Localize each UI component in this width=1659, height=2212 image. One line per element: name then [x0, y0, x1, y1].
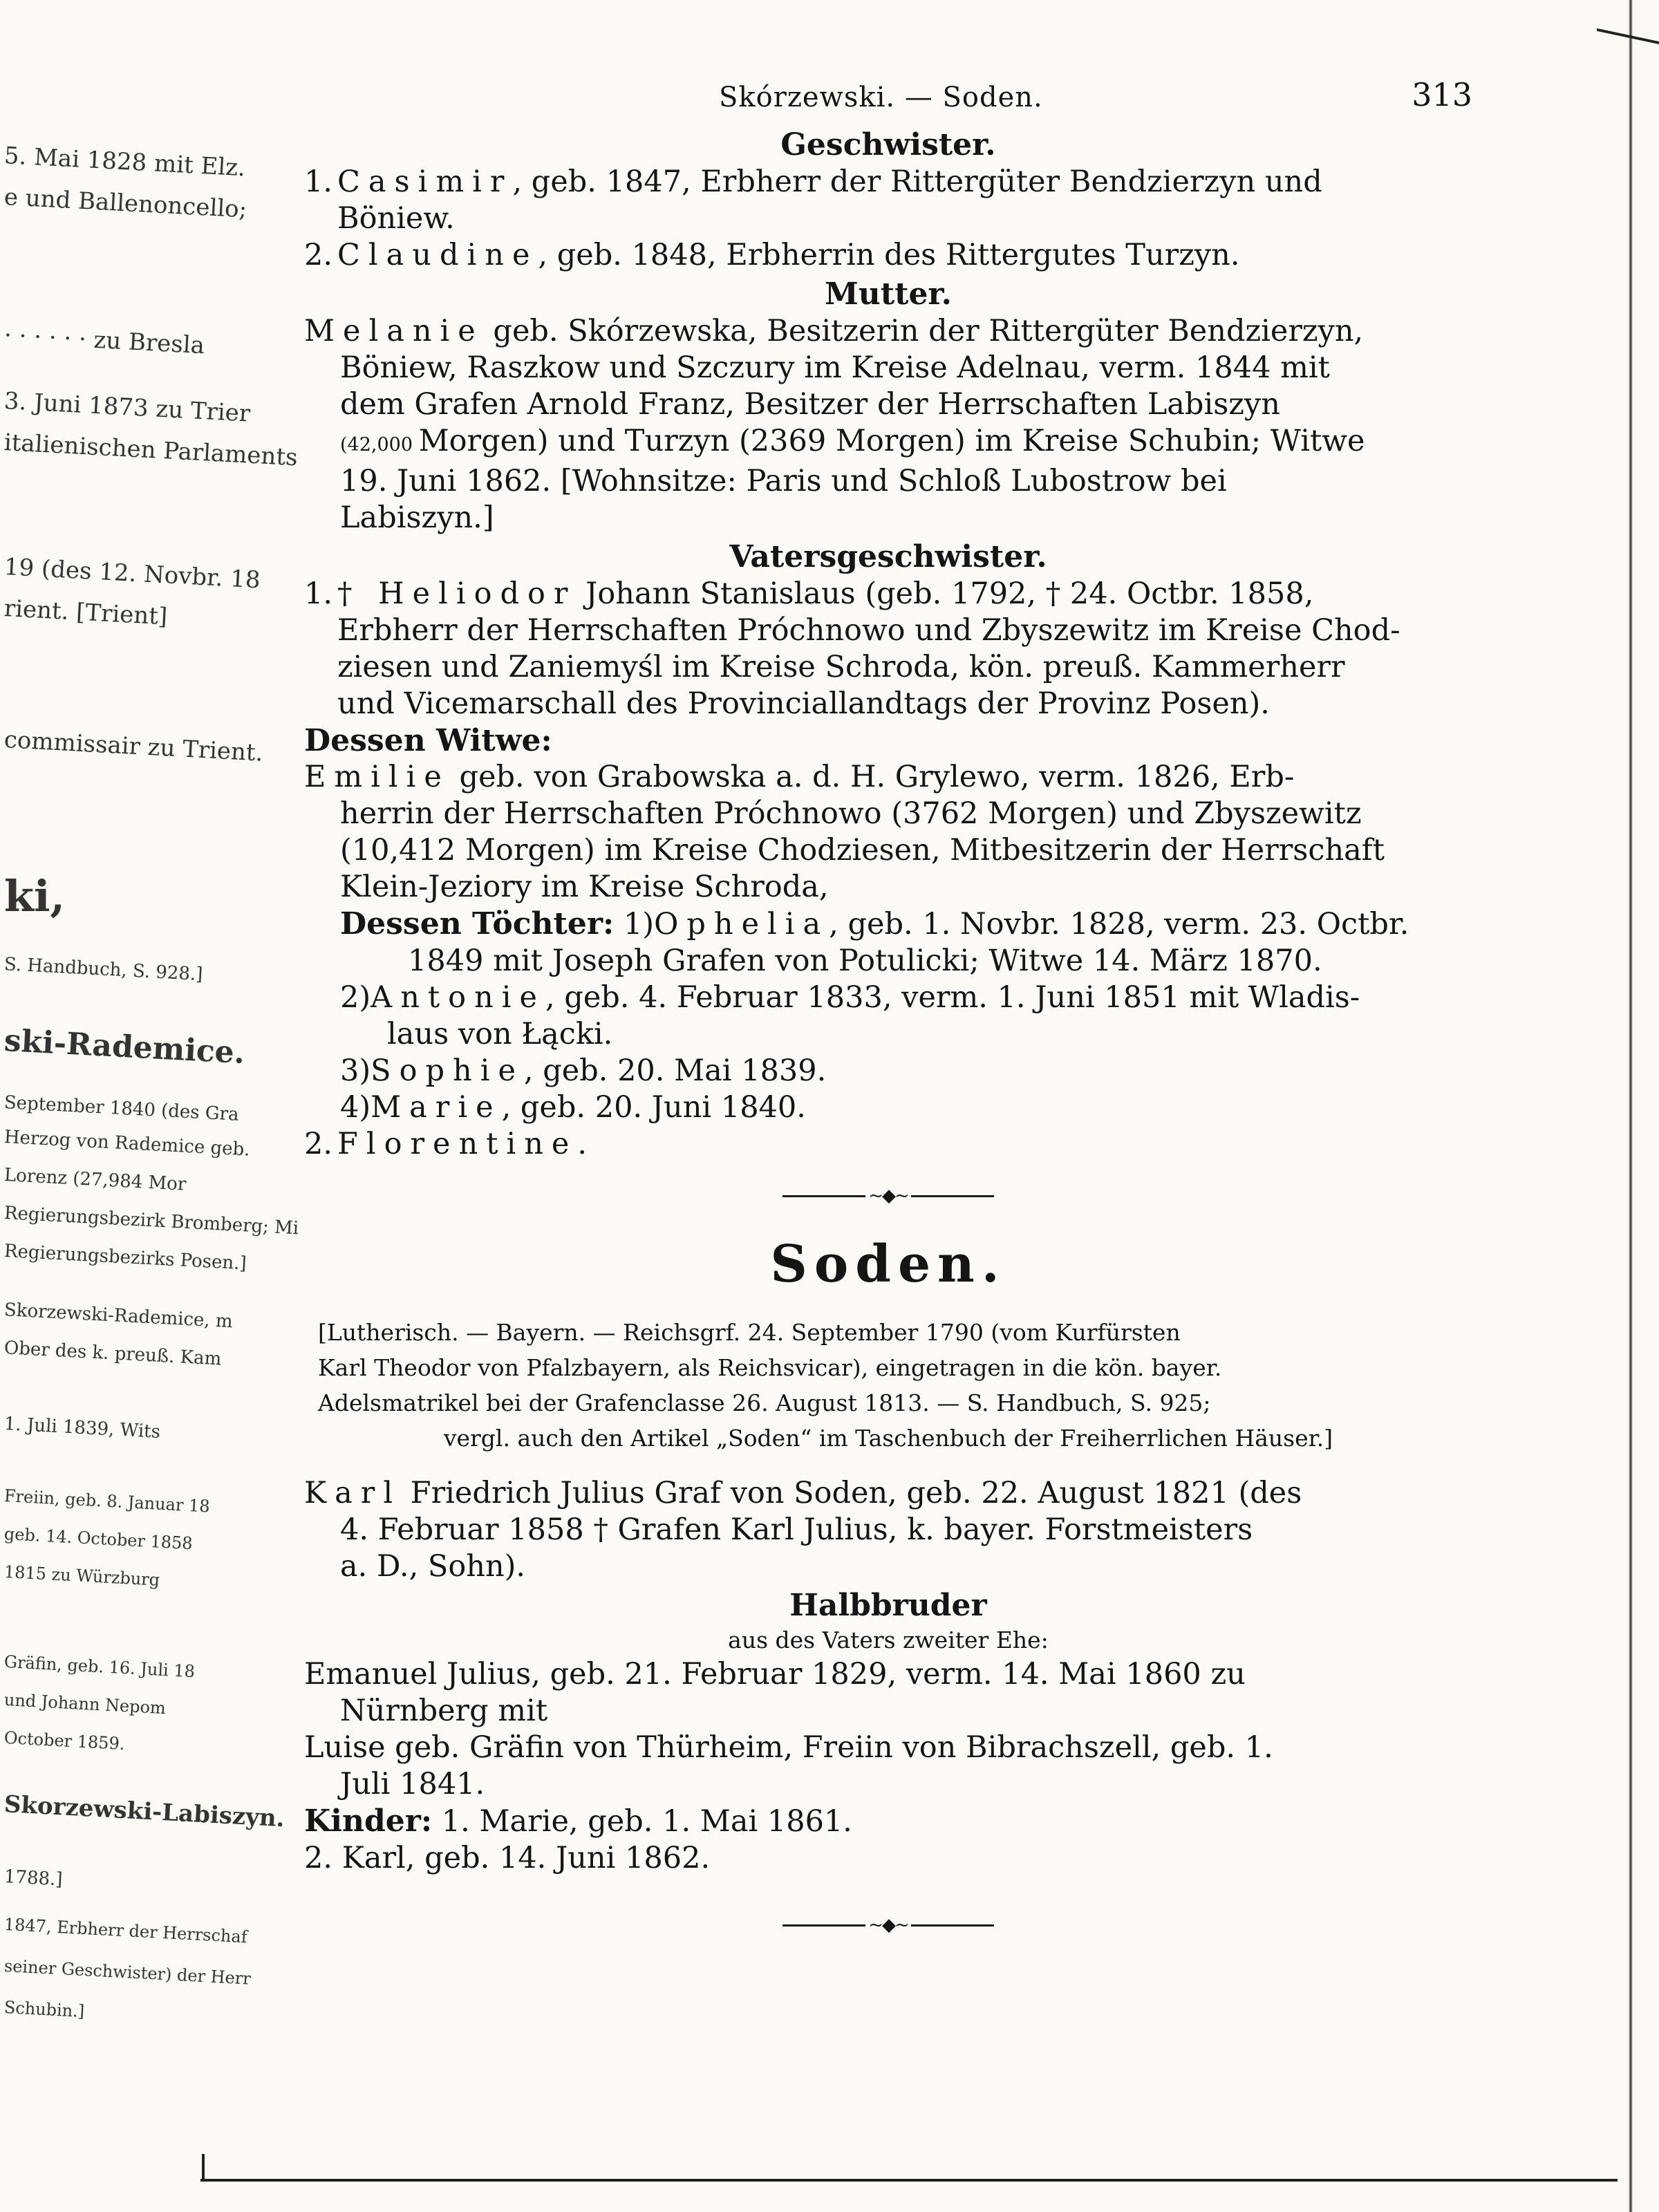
uncle-entry: [304, 576, 1472, 722]
text-column: [304, 76, 1472, 1958]
margin-fragment: 1847, Erbherr der Herrschaf: [3, 1915, 248, 1947]
person-name: Sophie: [371, 1053, 524, 1088]
entry-number: 1.: [304, 577, 333, 611]
family-title: Soden.: [770, 1235, 1006, 1294]
mother-entry: [304, 313, 1472, 536]
note-line: [Lutherisch. — Bayern. — Reichsgrf. 24. September 1790 (vom Kurfürsten: [318, 1319, 1181, 1346]
family-note: [318, 1315, 1459, 1456]
entry-number: 1.: [304, 165, 333, 199]
siblings-heading: Geschwister.: [780, 127, 996, 162]
text-line: 4. Februar 1858 † Grafen Karl Julius, k. bayer. Forstmeisters: [340, 1512, 1253, 1547]
margin-fragment: Herzog von Rademice geb.: [3, 1127, 251, 1161]
text-line: ziesen und Zaniemyśl im Kreise Schroda, kön. preuß. Kammerherr: [337, 650, 1345, 684]
text-line: Nürnberg mit: [340, 1694, 548, 1728]
margin-fragment: Ober des k. preuß. Kam: [3, 1338, 222, 1370]
person-name: Marie: [371, 1090, 502, 1125]
section-divider: [304, 1175, 1472, 1217]
daughter-text: , geb. 1. Novbr. 1828, verm. 23. Octbr.: [829, 907, 1409, 941]
text-line: Luise geb. Gräfin von Thürheim, Freiin von Bibrachszell, geb. 1.: [304, 1730, 1273, 1765]
margin-fragment: 5. Mai 1828 mit Elz.: [3, 142, 246, 182]
text-line: Böniew, Raszkow und Szczury im Kreise Adelnau, verm. 1844 mit: [340, 350, 1330, 385]
margin-fragment: 3. Juni 1873 zu Trier: [3, 387, 252, 428]
daughter-entry: [304, 1053, 1472, 1089]
person-name: Emilie: [304, 760, 450, 794]
halfbrother-heading: Halbbruder: [789, 1588, 987, 1623]
head-of-house-entry: [304, 1475, 1472, 1585]
margin-fragment: Lorenz (27,984 Mor: [3, 1165, 187, 1195]
text-line: Labiszyn.]: [340, 500, 494, 535]
facing-page-fragments: [0, 0, 299, 2212]
text-line: a. D., Sohn).: [340, 1549, 526, 1584]
text-line: und Vicemarschall des Provinciallandtags der Provinz Posen).: [337, 686, 1270, 721]
margin-fragment: seiner Geschwister) der Herr: [3, 1956, 252, 1989]
margin-fragment: 19 (des 12. Novbr. 18: [3, 553, 261, 594]
widow-heading: Dessen Witwe:: [304, 723, 552, 758]
margin-fragment: italienischen Parlaments: [3, 429, 299, 472]
section-divider: [304, 1904, 1472, 1946]
margin-fragment: Skorzewski-Rademice, m: [3, 1300, 234, 1333]
children-entry: [304, 1803, 1472, 1840]
page-header: [304, 76, 1472, 124]
divider-ornament-icon: ~◆~: [868, 1185, 908, 1206]
margin-fragment: Regierungsbezirks Posen.]: [3, 1241, 247, 1275]
person-name: Florentine.: [337, 1127, 596, 1161]
person-name: Casimir: [337, 165, 513, 199]
sibling-entry: [304, 164, 1472, 237]
person-name: Ophelia: [654, 907, 830, 941]
wife-entry: [304, 1730, 1472, 1803]
mother-heading: Mutter.: [825, 276, 952, 312]
margin-fragment: 1. Juli 1839, Wits: [3, 1414, 161, 1443]
text-line: Friedrich Julius Graf von Soden, geb. 22. August 1821 (des: [401, 1476, 1302, 1510]
person-name: Karl: [304, 1476, 402, 1510]
text-line: Klein-Jeziory im Kreise Schroda,: [340, 870, 829, 904]
person-name: Claudine: [337, 238, 538, 272]
daughter-text: , geb. 20. Mai 1839.: [523, 1053, 827, 1088]
margin-fragment: e und Ballenoncello;: [3, 183, 248, 224]
daughter-text: , geb. 4. Februar 1833, verm. 1. Juni 1851 mit Wladis-: [545, 980, 1360, 1015]
margin-fragment: Schubin.]: [3, 1998, 85, 2022]
margin-fragment: und Johann Nepom: [3, 1690, 167, 1718]
widow-entry: [304, 759, 1472, 906]
text-line: Erbherr der Herrschaften Próchnowo und Zbyszewitz im Kreise Chod-: [337, 613, 1400, 648]
text-line: Johann Stanislaus (geb. 1792, † 24. Octbr. 1858,: [576, 577, 1314, 611]
margin-fragment: September 1840 (des Gra: [3, 1092, 240, 1125]
margin-fragment: Skorzewski-Labiszyn.: [3, 1790, 285, 1833]
text-line: 19. Juni 1862. [Wohnsitze: Paris und Schloß Lubostrow bei: [340, 464, 1227, 498]
margin-fragment: 1815 zu Würzburg: [3, 1562, 160, 1590]
text-line: geb. Skórzewska, Besitzerin der Rittergüter Bendzierzyn,: [483, 314, 1364, 348]
daughter-number: 1): [623, 907, 655, 941]
margin-fragment: Freiin, geb. 8. Januar 18: [3, 1486, 211, 1517]
margin-fragment: S. Handbuch, S. 928.]: [3, 954, 204, 986]
running-head: Skórzewski. — Soden.: [719, 82, 1043, 113]
text-line: dem Grafen Arnold Franz, Besitzer der Herrschaften Labiszyn: [340, 387, 1280, 422]
page-number: 313: [1412, 76, 1472, 113]
page-edge-right: [1629, 0, 1633, 2212]
entry-number: 2.: [304, 1127, 333, 1161]
entry-text: , geb. 1847, Erbherr der Rittergüter Bendzierzyn und: [512, 165, 1322, 199]
text-line: (10,412 Morgen) im Kreise Chodziesen, Mitbesitzerin der Herrschaft: [340, 833, 1385, 868]
margin-fragment: ski-Rademice.: [3, 1023, 246, 1071]
margin-fragment: rient. [Trient]: [3, 594, 169, 631]
margin-fragment: geb. 14. October 1858: [3, 1524, 194, 1554]
page-edge-top: [1597, 0, 1659, 44]
daughter-number: 4): [340, 1090, 371, 1125]
daughter-entry: [304, 1089, 1472, 1126]
margin-fragment: 1788.]: [3, 1866, 64, 1891]
text-line: herrin der Herrschaften Próchnowo (3762 Morgen) und Zbyszewitz: [340, 796, 1362, 831]
note-line: Adelsmatrikel bei der Grafenclasse 26. August 1813. — S. Handbuch, S. 925;: [318, 1389, 1211, 1416]
daughter-number: 3): [340, 1053, 371, 1088]
child-text: 1. Marie, geb. 1. Mai 1861.: [432, 1804, 852, 1839]
person-name: Melanie: [304, 314, 484, 348]
halfbrother-entry: [304, 1656, 1472, 1730]
text-line: Emanuel Julius, geb. 21. Februar 1829, verm. 14. Mai 1860 zu: [304, 1657, 1246, 1691]
text-line: (42,000: [340, 434, 419, 456]
daughters-block: [304, 906, 1472, 943]
text-line: Morgen) und Turzyn (2369 Morgen) im Kreise Schubin; Witwe: [418, 424, 1365, 458]
child-entry: 2. Karl, geb. 14. Juni 1862.: [304, 1841, 711, 1875]
text-line: Juli 1841.: [340, 1767, 485, 1801]
margin-fragment: Gräfin, geb. 16. Juli 18: [3, 1652, 196, 1682]
daughter-continuation: laus von Łącki.: [387, 1017, 613, 1051]
person-name: Antonie: [371, 980, 545, 1015]
fathers-siblings-heading: Vatersgeschwister.: [729, 539, 1047, 574]
note-line: vergl. auch den Artikel „Soden“ im Taschenbuch der Freiherrlichen Häuser.]: [443, 1425, 1333, 1452]
divider-ornament-icon: ~◆~: [868, 1915, 908, 1936]
entry-number: 2.: [304, 238, 333, 272]
daughter-text: , geb. 20. Juni 1840.: [501, 1090, 806, 1125]
children-heading: Kinder:: [304, 1803, 433, 1839]
margin-fragment: Regierungsbezirk Bromberg; Mi: [3, 1203, 299, 1239]
entry-text: , geb. 1848, Erbherrin des Rittergutes Turzyn.: [538, 238, 1240, 272]
daughter-entry: [304, 980, 1472, 1016]
sibling-entry: [304, 237, 1472, 274]
uncle-entry: [304, 1126, 1472, 1163]
person-name: † Heliodor: [337, 577, 577, 611]
page-edge-bottom: [200, 2179, 1618, 2182]
margin-fragment: October 1859.: [3, 1728, 126, 1754]
text-line: geb. von Grabowska a. d. H. Grylewo, verm. 1826, Erb-: [449, 760, 1295, 794]
daughters-heading: Dessen Töchter:: [340, 906, 615, 941]
note-line: Karl Theodor von Pfalzbayern, als Reichsvicar), eingetragen in die kön. bayer.: [318, 1354, 1222, 1381]
margin-fragment: commissair zu Trient.: [3, 726, 264, 767]
daughter-number: 2): [340, 980, 371, 1015]
daughter-continuation: 1849 mit Joseph Grafen von Potulicki; Witwe 14. März 1870.: [408, 944, 1322, 978]
halfbrother-subheading: aus des Vaters zweiter Ehe:: [728, 1627, 1049, 1653]
entry-continuation: Böniew.: [337, 201, 455, 236]
margin-fragment: ki,: [4, 871, 66, 921]
margin-fragment: · · · · · · zu Bresla: [3, 321, 205, 360]
